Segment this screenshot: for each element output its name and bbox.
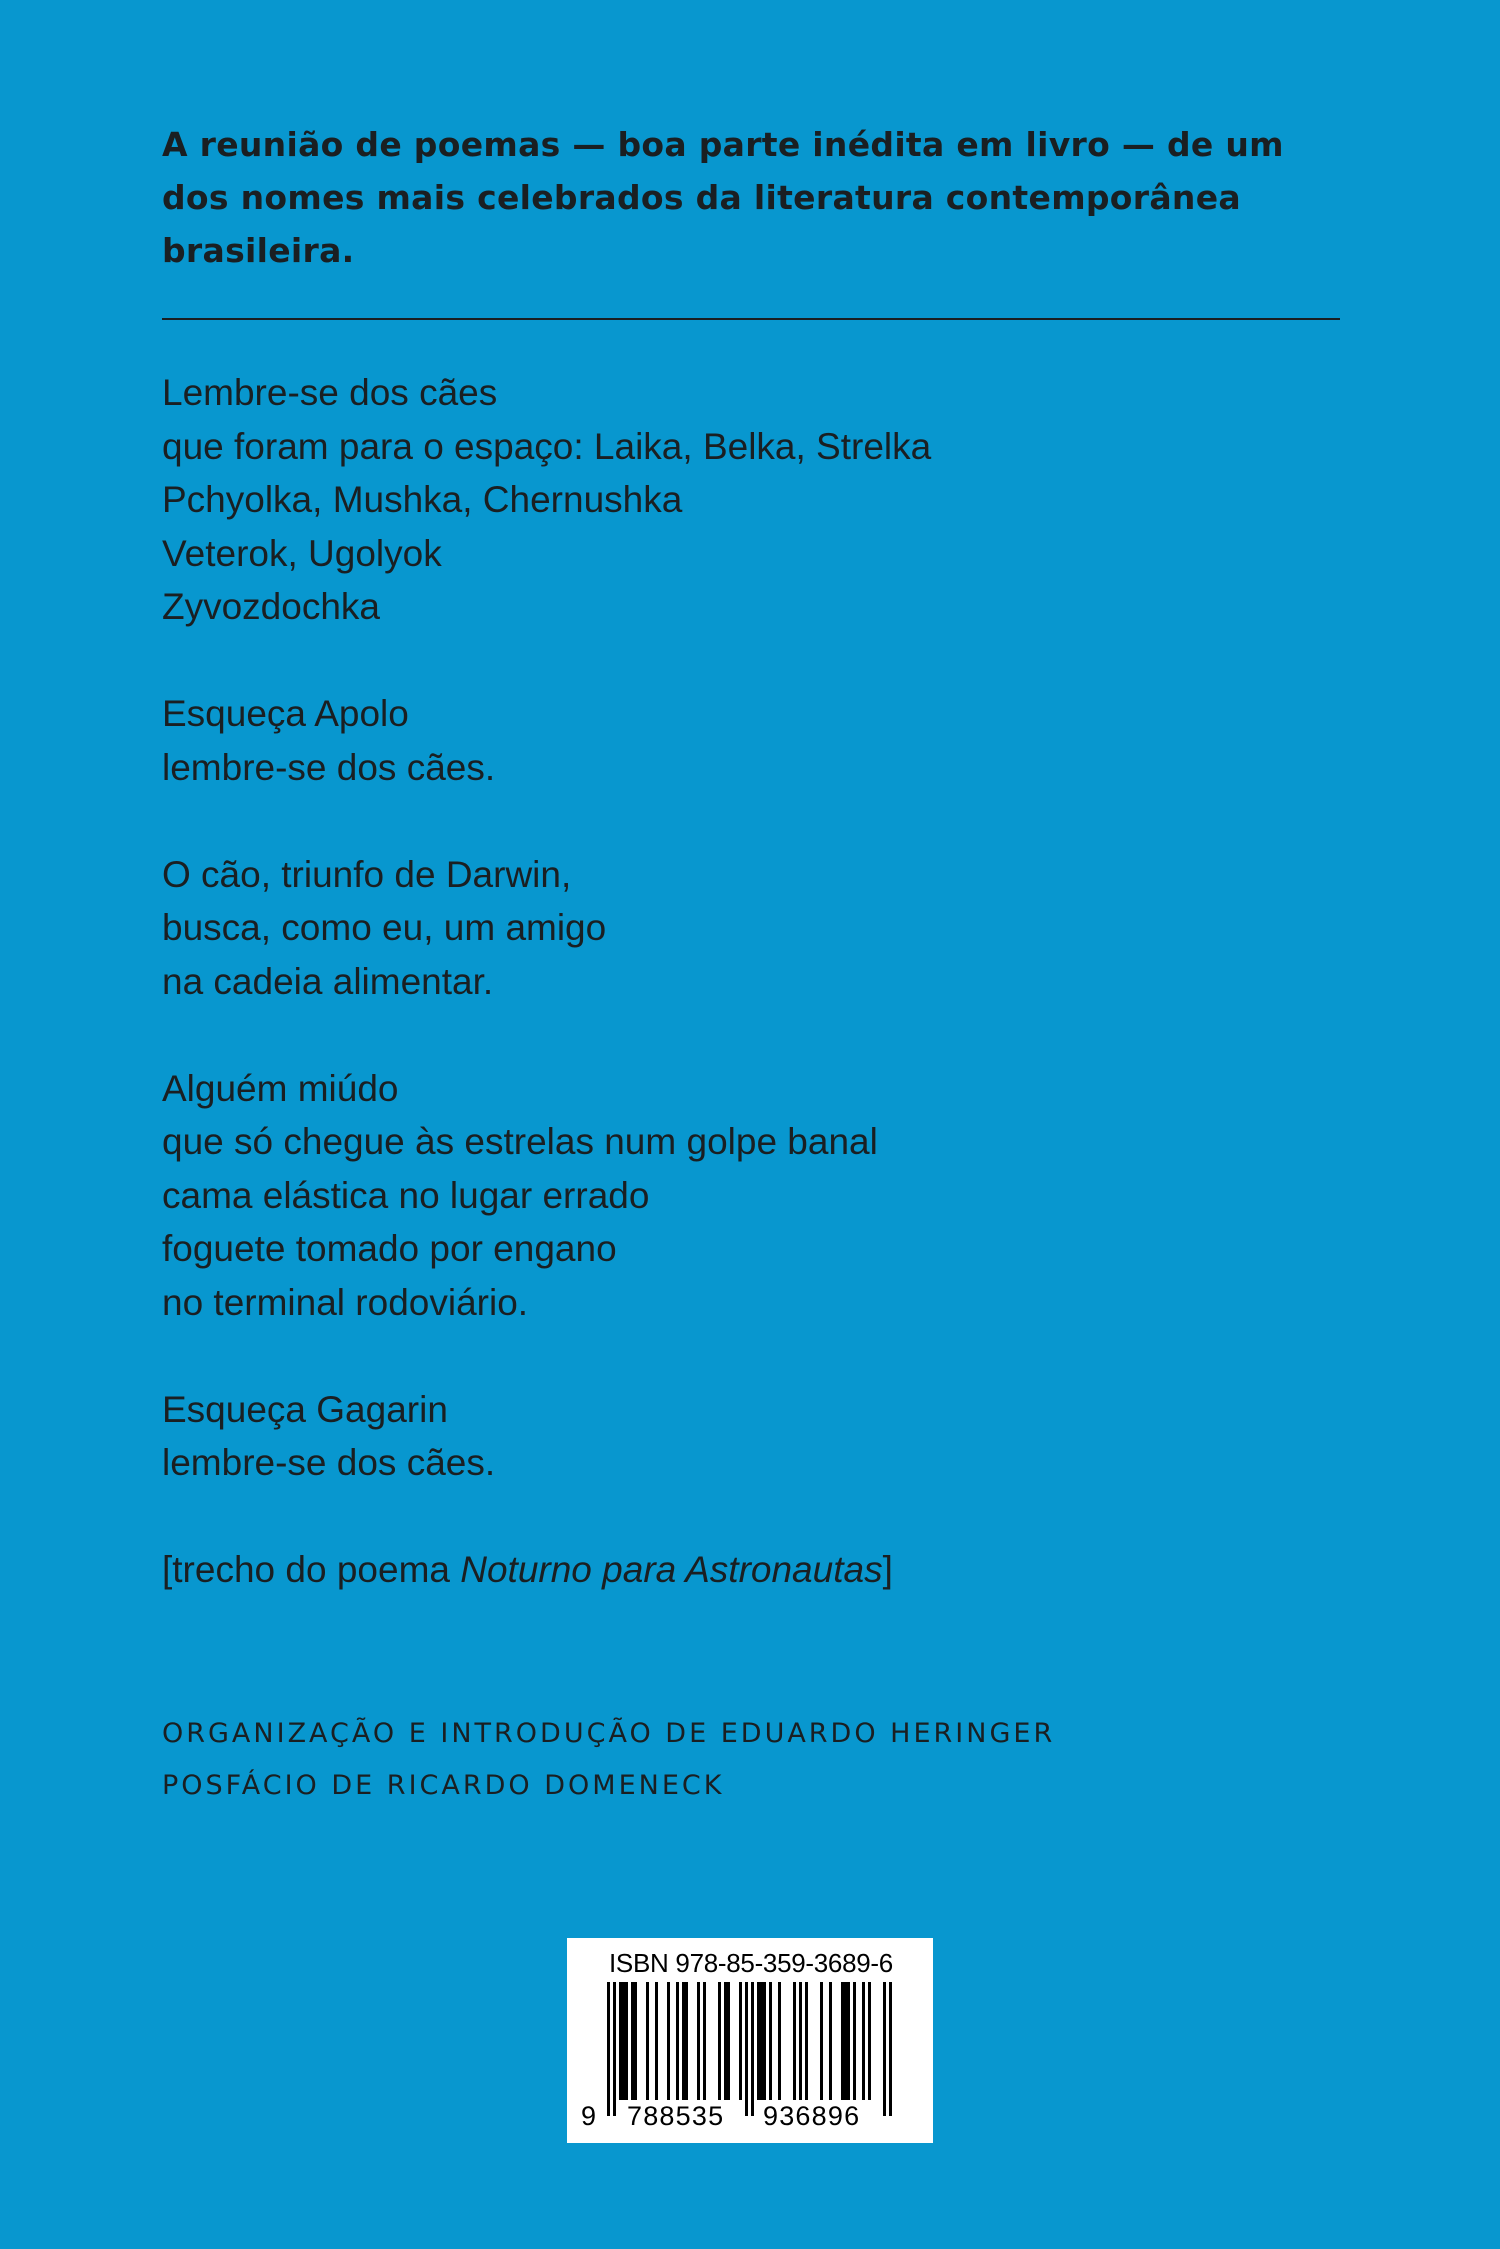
poem-line: Pchyolka, Mushka, Chernushka — [162, 479, 683, 520]
poem-line: lembre-se dos cães. — [162, 746, 496, 788]
source-prefix: trecho do poema — [172, 1549, 461, 1590]
barcode-bar — [697, 1982, 700, 2100]
barcode-bar — [829, 1982, 832, 2100]
poem-line: que só chegue às estrelas num golpe banal — [162, 1121, 878, 1162]
blurb-line: A reunião de poemas — boa parte inédita em livro — de um — [162, 125, 1284, 164]
poem-line: Esqueça Apolo — [162, 693, 409, 734]
blurb-line: dos nomes mais celebrados da literatura contemporânea — [162, 178, 1241, 217]
barcode-bar — [607, 1982, 610, 2116]
barcode-bar — [763, 1982, 766, 2100]
poem-line: Lembre-se dos cães — [162, 372, 498, 413]
barcode-bar — [613, 1982, 616, 2116]
barcode-bar — [862, 1982, 865, 2100]
barcode-right-digits: 936896 — [763, 2101, 861, 2131]
poem-line: Esqueça Gagarin — [162, 1388, 448, 1430]
barcode-bar — [685, 1982, 688, 2100]
barcode-bar — [718, 1982, 721, 2100]
barcode-bar — [631, 1982, 634, 2100]
barcode-bar — [820, 1982, 823, 2100]
poem-line: que foram para o espaço: Laika, Belka, Strelka — [162, 425, 932, 467]
barcode-bar — [625, 1982, 628, 2100]
barcode-bar — [847, 1982, 850, 2100]
poem-stanza — [162, 687, 1262, 794]
barcode-bar — [769, 1982, 772, 2100]
poem-line: foguete tomado por engano — [162, 1228, 617, 1269]
barcode-bar — [844, 1982, 847, 2100]
poem-line: Veterok, Ugolyok — [162, 532, 442, 574]
poem-stanza — [162, 1062, 1262, 1330]
barcode-bar — [646, 1982, 649, 2100]
barcode-bar — [793, 1982, 796, 2100]
barcode-left-digits: 788535 — [627, 2101, 725, 2131]
barcode-bar — [745, 1982, 748, 2116]
barcode-bar — [883, 1982, 886, 2116]
source-open-bracket: [ — [162, 1549, 173, 1590]
poem-line: na cadeia alimentar. — [162, 960, 494, 1002]
barcode-bar — [889, 1982, 892, 2116]
credits — [162, 1708, 1055, 1812]
poem-line: O cão, triunfo de Darwin, — [162, 853, 572, 895]
barcode-bar — [751, 1982, 754, 2116]
barcode-bar — [703, 1982, 706, 2100]
poem-stanza — [162, 366, 1262, 634]
blurb-line: brasileira. — [162, 231, 355, 270]
barcode-bar — [682, 1982, 685, 2100]
barcode-bar — [739, 1982, 742, 2100]
barcode-bar — [868, 1982, 871, 2100]
barcode-bar — [853, 1982, 856, 2100]
poem-excerpt — [162, 366, 1262, 1597]
barcode-bar — [760, 1982, 763, 2100]
barcode-bars — [567, 1938, 933, 2143]
barcode-bar — [622, 1982, 625, 2100]
poem-line: cama elástica no lugar errado — [162, 1174, 650, 1216]
poem-line: lembre-se dos cães. — [162, 1442, 496, 1483]
barcode-bar — [727, 1982, 730, 2100]
poem-source — [162, 1543, 1262, 1597]
source-close-bracket: ] — [882, 1549, 893, 1590]
barcode-bar — [634, 1982, 637, 2100]
divider-rule — [162, 318, 1340, 320]
isbn-label: ISBN 978-85-359-3689-6 — [609, 1948, 893, 1978]
afterword-credit: POSFÁCIO DE RICARDO DOMENECK — [162, 1770, 725, 1801]
barcode-bar — [655, 1982, 658, 2100]
barcode-bar — [778, 1982, 781, 2100]
poem-line: Alguém miúdo — [162, 1067, 399, 1109]
barcode-first-digit: 9 — [581, 2101, 598, 2131]
source-poem-title: Noturno para Astronautas — [460, 1549, 883, 1590]
poem-line: busca, como eu, um amigo — [162, 907, 607, 948]
barcode-bar — [676, 1982, 679, 2100]
barcode-bar — [841, 1982, 844, 2100]
blurb — [162, 118, 1342, 277]
barcode-bar — [757, 1982, 760, 2100]
barcode-bar — [805, 1982, 808, 2100]
isbn-barcode — [567, 1938, 933, 2143]
poem-line: Zyvozdochka — [162, 586, 380, 627]
barcode-bar — [799, 1982, 802, 2100]
organization-credit: ORGANIZAÇÃO E INTRODUÇÃO DE EDUARDO HERINGER — [162, 1718, 1056, 1749]
barcode-bar — [667, 1982, 670, 2100]
poem-line: no terminal rodoviário. — [162, 1281, 529, 1323]
barcode-bar — [724, 1982, 727, 2100]
poem-stanza — [162, 848, 1262, 1009]
poem-stanza — [162, 1383, 1262, 1490]
barcode-bar — [619, 1982, 622, 2100]
